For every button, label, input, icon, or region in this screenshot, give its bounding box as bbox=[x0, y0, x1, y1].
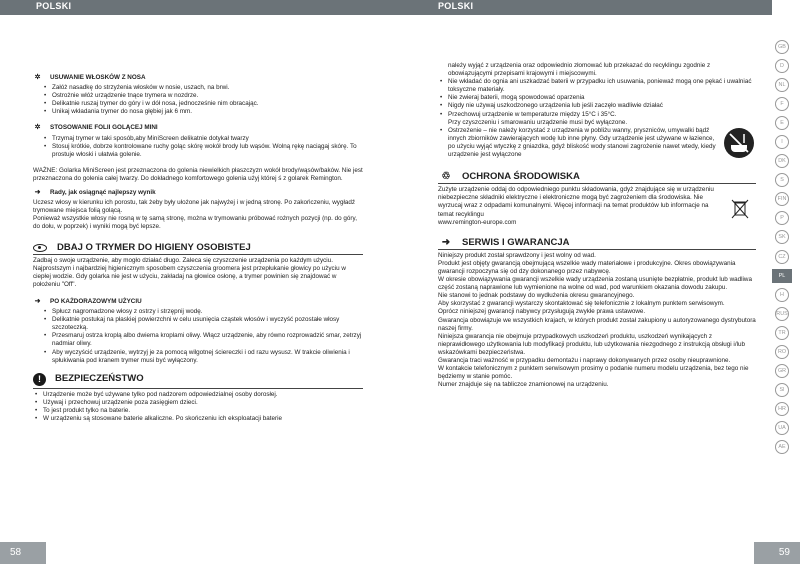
tab-d[interactable]: D bbox=[775, 59, 789, 73]
left-header-title: POLSKI bbox=[36, 1, 72, 11]
safety-list bbox=[438, 78, 756, 159]
tab-i[interactable]: I bbox=[775, 135, 789, 149]
section-dbaj-title: DBAJ O TRYMER DO HIGIENY OSOBISTEJ bbox=[33, 244, 363, 255]
warning-icon: ! bbox=[33, 373, 46, 386]
usuwanie-list bbox=[42, 84, 363, 116]
language-tabs bbox=[772, 40, 792, 459]
tab-e[interactable]: E bbox=[775, 116, 789, 130]
list-item: • Urządzenie może być używane tylko pod nadzorem odpowiedzialnej osoby dorosłej. bbox=[33, 391, 363, 399]
rady-paragraph: Uczesz włosy w kierunku ich porostu, tak żeby były ułożone jak najwyżej i w jedną stronę. Po zakończeniu, wygładź trymowane miejsca folią golącą. Ponieważ wszystkie włosy nie rosną w tę samą stronę, można w trymowaniu próbować rożnych pozycji (np. do góry, do dołu, w poprzek) i wyniki mogą być lepsze. bbox=[33, 199, 357, 231]
safety-continued: należy wyjąć z urządzenia oraz odpowiednio złomować lub przekazać do recyklingu zgodnie z obowiązującymi przepisami krajowymi i miejscowymi. bbox=[448, 62, 711, 78]
tab-sk[interactable]: SK bbox=[775, 230, 789, 244]
left-content bbox=[33, 70, 363, 423]
wazne-paragraph: WAŻNE: Golarka MiniScreen jest przeznaczona do golenia niewielkich płaszczyzn wokół brody/wąsów/baków. Nie jest przeznaczona do golenia całej twarzy. Do dokładnego komfortowego golenia użyj której ś z golarek Remington. bbox=[33, 166, 363, 182]
list-item: • Nie zwieraj baterii, mogą spowodować oparzenia bbox=[438, 94, 756, 102]
list-item: • W urządzeniu są stosowane baterie alkaliczne. Po skończeniu ich eksploatacji baterie bbox=[33, 415, 363, 423]
tab-ro[interactable]: RO bbox=[775, 345, 789, 359]
ochrona-block bbox=[438, 186, 756, 226]
tab-dk[interactable]: DK bbox=[775, 154, 789, 168]
tab-cz[interactable]: CZ bbox=[775, 250, 789, 264]
crossed-bin-icon bbox=[730, 198, 750, 220]
tab-f[interactable]: F bbox=[775, 97, 789, 111]
section-po-title: ➜ PO KAŻDORAZOWYM UŻYCIU bbox=[34, 297, 142, 305]
tab-gr[interactable]: GR bbox=[775, 364, 789, 378]
list-item: • Stosuj krótkie, dobrze kontrolowane ruchy goląc skórę wokół brody lub wąsów. Wolną rękę naciągaj skórę. To prostuje włoski i ułatwia golenie. bbox=[42, 143, 363, 159]
left-footer bbox=[0, 542, 46, 564]
section-folia-title: ✲ STOSOWANIE FOLII GOLĄCEJ MINI bbox=[34, 124, 158, 132]
tab-ua[interactable]: UA bbox=[775, 421, 789, 435]
list-item: • Używaj i przechowuj urządzenie poza zasięgiem dzieci. bbox=[33, 399, 363, 407]
list-item: • Aby wyczyścić urządzenie, wytrzyj je za pomocą wilgotnej ściereczki i od razu wysusz. W trakcie oliwienia i spłukiwania pod kranem trymer musi być wyłączony. bbox=[42, 349, 363, 365]
tab-pl[interactable]: PL bbox=[772, 269, 792, 283]
bezp-list bbox=[33, 391, 363, 423]
tab-nl[interactable]: NL bbox=[775, 78, 789, 92]
list-item: • Przesmaruj ostrza kroplą albo dwiema kroplami oliwy. Włącz urządzenie, aby równo rozprowadzić smar, zetrzyj nadmiar oliwy. bbox=[42, 332, 363, 348]
tab-si[interactable]: SI bbox=[775, 383, 789, 397]
left-header-bar bbox=[0, 0, 400, 15]
tab-hr[interactable]: HR bbox=[775, 402, 789, 416]
list-item: • Nigdy nie używaj uszkodzonego urządzenia lub jeśli zaczęło wadliwie działać bbox=[438, 102, 756, 110]
page-number: 58 bbox=[10, 547, 22, 558]
tab-fin[interactable]: FIN bbox=[775, 192, 789, 206]
list-item: • Przechowuj urządzenie w temperaturze między 15°C i 35°C. Przy czyszczeniu i smarowaniu urządzenie musi być wyłączone. bbox=[438, 111, 756, 127]
section-rady-title: ➜ Rady, jak osiągnąć najlepszy wynik bbox=[34, 189, 156, 197]
tab-rus[interactable]: RUS bbox=[775, 307, 789, 321]
list-item: • Unikaj wkładania trymer do nosa głębiej jak 6 mm. bbox=[42, 108, 363, 116]
dbaj-paragraph-2: Najprostszym i najbardziej higienicznym sposobem czyszczenia groomera jest przepłukanie głowicy po użyciu w ciepłej wodzie. Gdy golarka nie jest w użyciu, zakładaj na głowice osłonę, a trymer powinien się znajdować w położeniu "Off". bbox=[33, 264, 346, 288]
list-item: • Załóż nasadkę do strzyżenia włosków w nosie, uszach, na brwi. bbox=[42, 84, 363, 92]
eye-icon bbox=[33, 244, 47, 252]
tab-p[interactable]: P bbox=[775, 211, 789, 225]
list-item: • Delikatnie postukaj na płaskiej powierzchni w celu usunięcia cząstek włosów i wyczyść pozostałe włosy szczoteczką. bbox=[42, 316, 363, 332]
right-page bbox=[400, 0, 800, 564]
gear-icon: ✲ bbox=[34, 74, 41, 81]
arrow-right-icon: ➜ bbox=[441, 236, 451, 248]
tab-ae[interactable]: AE bbox=[775, 440, 789, 454]
tab-tr[interactable]: TR bbox=[775, 326, 789, 340]
section-usuwanie-title: ✲ USUWANIE WŁOSKÓW Z NOSA bbox=[34, 74, 146, 81]
list-item: • Delikatnie ruszaj trymer do góry i w dół nosa, jednocześnie nim obracając. bbox=[42, 100, 363, 108]
serwis-paragraph: Niniejszy produkt został sprawdzony i jest wolny od wad. Produkt jest objęty gwarancją obejmującą wszelkie wady materiałowe i produkcyjne. Okres obowiązywania gwarancji rozpoczyna się od dzy dokonanego przez nabywcę. W okresie obowiązywania gwarancji wszelkie wady urządzenia zostaną usunięte bezpłatnie, produkt lub wadliwa część zostaną naprawione lub wymienione na wolne od wad, pod warunkiem okazania dowodu zakupu. Nie stanowi to jednak podstawy do wydłużenia okresu gwarancyjnego. Aby skorzystać z gwarancji wystarczy skontaktować się telefonicznie z lokalnym punktem serwisowym. Oprócz niniejszej gwarancji nabywcy przysługują zwykłe prawa ustawowe. Gwarancja obowiązuje we wszystkich krajach, w których produkt został zakupiony u autoryzowanego dystrybutora naszej firmy. Niniejsza gwarancja nie obejmuje przypadkowych uszkodzeń produktu, uszkodzeń wynikających z nieprawidłowego użytkowania lub modyfikacji produktu, lub użytkowania niezgodnego z instrukcją obsługi i/lub wskazówkami bezpieczeństwa. Gwarancja traci ważność w przypadku demontażu i naprawy dokonywanych przez osoby nieuprawnione. W kontakcie telefonicznym z punktem serwisowym prosimy o podanie numeru modelu urządzenia, bez tego nie będziemy w stanie pomóc. Numer znajduje się na tabliczce znamionowej na urządzeniu. bbox=[438, 251, 756, 389]
right-content bbox=[438, 62, 756, 389]
right-footer bbox=[754, 542, 800, 564]
right-header-title: POLSKI bbox=[438, 1, 474, 11]
tab-s[interactable]: S bbox=[775, 173, 789, 187]
section-bezp-title: ! BEZPIECZEŃSTWO bbox=[33, 373, 363, 389]
dbaj-paragraph-1: Zadbaj o swoje urządzenie, aby mogło działać długo. Zaleca się czyszczenie urządzenia po każdym użyciu. bbox=[33, 256, 333, 264]
po-list bbox=[42, 308, 363, 365]
ochrona-paragraph: Zużyte urządzenie oddaj do odpowiedniego punktu składowania, gdyż znajdujące się w urządzeniu niebezpieczne składniki elektryczne i elektroniczne mogą być zagrożeniem dla środowiska. Nie wyrzucaj wraz z odpadami komunalnymi. Więcej informacji na temat produktów lub informacje na temat recyklingu www.remington-europe.com bbox=[438, 186, 714, 226]
page-number: 59 bbox=[778, 547, 790, 558]
arrow-right-icon: ➜ bbox=[34, 297, 41, 305]
folia-list bbox=[42, 135, 363, 159]
recycle-icon: ♲ bbox=[441, 171, 451, 183]
tab-h[interactable]: H bbox=[775, 288, 789, 302]
tab-gb[interactable]: GB bbox=[775, 40, 789, 54]
arrow-right-icon: ➜ bbox=[34, 189, 41, 197]
list-item: • To jest produkt tylko na baterie. bbox=[33, 407, 363, 415]
no-bath-icon bbox=[724, 128, 754, 158]
gear-icon: ✲ bbox=[34, 124, 41, 132]
section-serwis-title: ➜ SERWIS I GWARANCJA bbox=[438, 239, 756, 250]
list-item: • Spłucz nagromadzone włosy z ostrzy i strzępnij wodę. bbox=[42, 308, 363, 316]
list-item: • Ostrzeżenie – nie należy korzystać z urządzenia w pobliżu wanny, pryszniców, umywalki bądź innych zbiorników zawierających wodę lub inne płyny. Gdy urządzenie jest używane w łazience, po użyciu wyjąć wtyczkę z gniazdka, gdyż bliskość wody stanowi zagrożenie nawet wtedy, kiedy urządzenie jest wyłączone bbox=[438, 127, 756, 159]
list-item: • Nie wkładać do ognia ani uszkadzać baterii w przypadku ich usuwania, ponieważ mogą one pękać i uwalniać toksyczne materiały. bbox=[438, 78, 756, 94]
right-header-bar bbox=[400, 0, 772, 15]
list-item: • Trzymaj trymer w taki sposób,aby MiniScreen delikatnie dotykał twarzy bbox=[42, 135, 363, 143]
list-item: • Ostrożnie włóż urządzenie tnące trymera w nozdrze. bbox=[42, 92, 363, 100]
section-ochrona-title: ♲ OCHRONA ŚRODOWISKA bbox=[438, 173, 756, 184]
